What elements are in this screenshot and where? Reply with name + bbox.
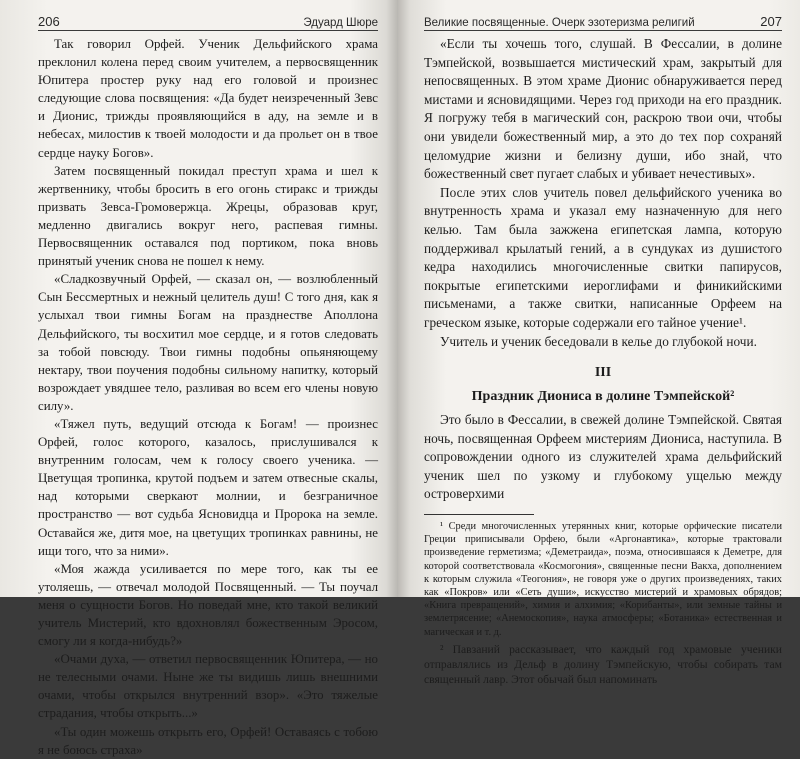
chapter-title: Праздник Диониса в долине Тэмпейской² (471, 389, 735, 405)
paragraph: «Очами духа, — ответил первосвященник Юпитера, — но не телесными очами. Ныне же ты видишь лишь внешними очами, чтобы открылся внутренний взор». «Это тяжелые страдания, чтобы открыть...» (38, 652, 378, 721)
page-number-right: 207 (760, 14, 782, 29)
paragraph: «Тяжел путь, ведущий отсюда к Богам! — произнес Орфей, голос которого, казалось, прислушивался к внутренним голосам, чем к голосу своего ученика. — Цветущая тропинка, крутой подъем и затем отвесные скалы, над которыми сверкают молнии, и безграничное пространство — вот судьба Ясновидца и Пророка на земле. Оставайся же, дитя мое, на цветущих тропинках равнины, не ищи того, что за ними». (38, 416, 378, 558)
paragraph: Учитель и ученик беседовали в келье до глубокой ночи. (440, 333, 757, 349)
left-page (0, 0, 398, 757)
paragraph: «Моя жажда усиливается по мере того, как ты ее утоляешь, — отвечал молодой Посвященный. — Ты поучал меня о сущности Богов. Но поведай мне, кто такой великий учитель Мистерий, кто вдохновлял божественным Эросом, смогу ли я когда-нибудь?» (38, 561, 378, 649)
running-head-title: Великие посвященные. Очерк эзотеризма религий (424, 17, 695, 29)
chapter-number: III (594, 365, 612, 381)
paragraph: «Ты один можешь открыть его, Орфей! Оставаясь с тобою я не боюсь страха» (38, 724, 378, 757)
page-number-left: 206 (38, 14, 60, 29)
running-head-author: Эдуард Шюре (303, 17, 378, 29)
paragraph: После этих слов учитель повел дельфийского ученика во внутренность храма и указал ему назначенную для него келью. Там была зажжена египетская лампа, которую поддерживал крылатый гений, а в сундуках из душистого кедра находились многочисленные свитки папирусов, покрытые египетскими иероглифами и финикийскими письменами, а также свитки, написанные Орфеем на греческом языке, которые содержали его тайное учение¹. (424, 184, 782, 330)
paragraph: Затем посвященный покидал преступ храма и шел к жертвеннику, чтобы бросить в его огонь стиракс и трижды призвать Зевса-Громовержца. Жрецы, образовав круг, медленно двигались вокруг него, распевая гимны. Первосвященник оставался под портиком, пока вновь принятый ученик снова не пошел к нему. (38, 163, 378, 269)
paragraph: Это было в Фессалии, в свежей долине Тэмпейской. Святая ночь, посвященная Орфеем мистериям Диониса, наступила. В сопровождении одного из служителей храма дельфийский ученик шел по узкому и глубокому ущелью между островерхими (424, 412, 782, 502)
right-page (398, 0, 800, 686)
footnote: ¹ Среди многочисленных утерянных книг, которые орфические писатели Греции приписывали Орфею, были «Аргонавтика», которые трактовали произведение герметизма; «Деметраида», поэма, относившаяся к Деметре, для которой соответствовала «Космогония», священные песни Вакха, дополнением к которым служила «Теогония», не говоря уже о других произведениях, таких как «Покров» или «Сеть души», искусство мистерий и храмовых обрядов; «Книга превращений», химия и алхимия; «Корибанты», или земные тайны и землетрясение; «Анемоскопия», наука атмосферы; «Ботаника» естественная и магическая и т. д. (424, 521, 782, 638)
paragraph: Так говорил Орфей. Ученик Дельфийского храма преклонил колена перед своим учителем, а первосвященник Юпитера простер руку над его головой и произнес следующие слова посвящения: «Да будет неизреченный Зевс и Дионис, трижды проявляющийся в аду, на земле и в небесах, милостив к твоей молодости и да прольет он в твое сердце науку Богов». (38, 37, 378, 160)
running-header-right (424, 14, 782, 31)
paragraph: «Сладкозвучный Орфей, — сказал он, — возлюбленный Сын Бессмертных и нежный целитель душ! С того дня, как я услыхал твои гимны Богам на празднестве Аполлона Дельфийского, ты восхитил мое сердце, и я готов следовать за тобой повсюду. Твои гимны подобны опьяняющему нектару, твои поучения подобны сильному напитку, который возрождает увядшее тело, разливая во всем его члены новую силу». (38, 272, 378, 413)
footnote: ² Павзаний рассказывает, что каждый год храмовые ученики отправлялись из Дельф в долину Тэмпейскую, чтобы собирать там священный лавр. Этот обычай был напоминать (424, 642, 782, 686)
paragraph: «Если ты хочешь того, слушай. В Фессалии, в долине Тэмпейской, возвышается мистический храм, закрытый для непосвященных. В этом храме Дионис обнаруживается перед мистами и ясновидящими. Через год приходи на его праздник. Я погружу тебя в магический сон, раскрою твои очи, чтобы они увидели божественный мир, а это до тех пор сохраняй целомудрие жизни и белизну души, ибо знай, что божественный свет пугает слабых и убивает нечестивых». (424, 36, 782, 182)
footnote-divider (424, 514, 534, 515)
running-header-left (38, 14, 378, 31)
